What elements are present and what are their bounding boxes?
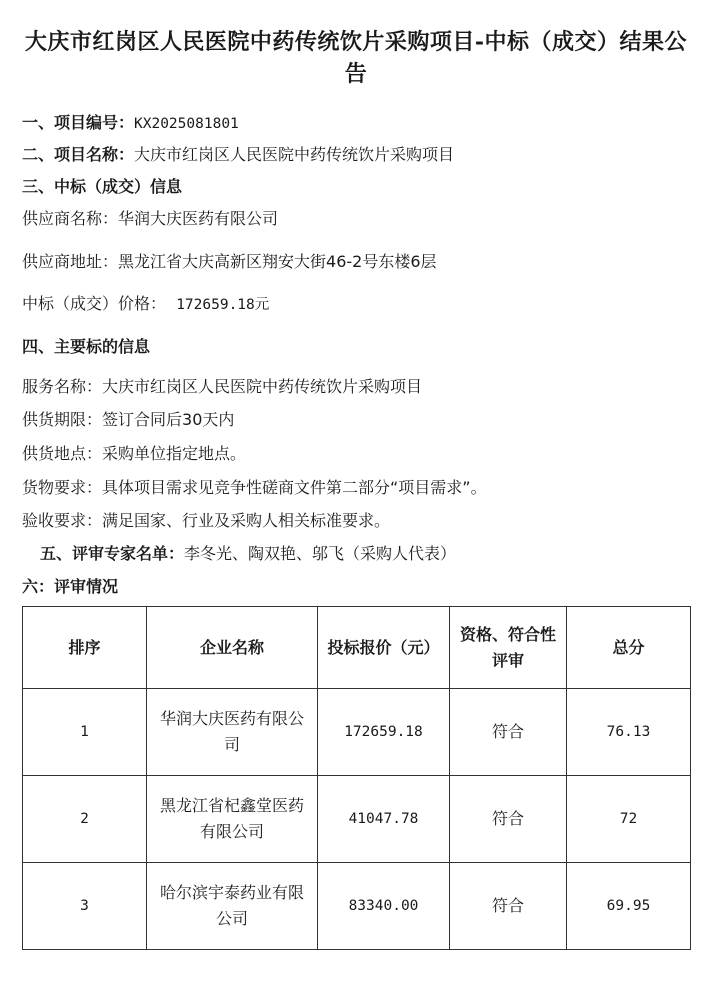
supply-location-label: 供货地点： <box>22 444 103 463</box>
supply-period-value: 签订合同后30天内 <box>102 410 235 429</box>
review-heading: 六：评审情况 <box>22 577 119 596</box>
score-cell: 72 <box>567 776 691 863</box>
qualification-cell: 符合 <box>450 776 567 863</box>
rank-cell: 3 <box>23 863 147 950</box>
main-subject-heading: 四、主要标的信息 <box>22 337 151 356</box>
review-table <box>22 606 691 950</box>
supplier-name-label: 供应商名称： <box>22 209 119 228</box>
header-score: 总分 <box>567 607 691 689</box>
rank-cell: 1 <box>23 689 147 776</box>
header-company: 企业名称 <box>147 607 318 689</box>
company-cell: 黑龙江省杞鑫堂医药有限公司 <box>147 776 318 863</box>
score-cell: 76.13 <box>567 689 691 776</box>
supplier-address-label: 供应商地址： <box>22 252 119 271</box>
service-name-row <box>22 376 422 398</box>
qualification-cell: 符合 <box>450 689 567 776</box>
company-cell: 华润大庆医药有限公司 <box>147 689 318 776</box>
award-price-label: 中标（成交）价格： <box>22 294 167 313</box>
goods-requirement-row <box>22 477 487 499</box>
project-number-value: KX2025081801 <box>134 116 239 132</box>
project-number-row <box>22 112 239 135</box>
project-name-row <box>22 144 454 166</box>
bid-cell: 41047.78 <box>318 776 450 863</box>
acceptance-requirement-value: 满足国家、行业及采购人相关标准要求。 <box>102 511 391 530</box>
bid-cell: 83340.00 <box>318 863 450 950</box>
project-name-label: 二、项目名称： <box>22 145 135 164</box>
rank-cell: 2 <box>23 776 147 863</box>
supplier-name-value: 华润大庆医药有限公司 <box>118 209 279 228</box>
supply-location-row <box>22 443 246 465</box>
acceptance-requirement-label: 验收要求： <box>22 511 103 530</box>
award-price-value: 172659.18元 <box>176 297 270 313</box>
award-info-heading: 三、中标（成交）信息 <box>22 177 183 196</box>
project-name-value: 大庆市红岗区人民医院中药传统饮片采购项目 <box>134 145 455 164</box>
experts-row <box>40 543 456 565</box>
supplier-name-row <box>22 208 278 230</box>
acceptance-requirement-row <box>22 510 390 532</box>
page-title: 大庆市红岗区人民医院中药传统饮片采购项目-中标（成交）结果公告 <box>24 29 688 87</box>
header-bid: 投标报价（元） <box>318 607 450 689</box>
service-name-label: 服务名称： <box>22 377 103 396</box>
supply-period-label: 供货期限： <box>22 410 103 429</box>
score-cell: 69.95 <box>567 863 691 950</box>
company-cell: 哈尔滨宇泰药业有限公司 <box>147 863 318 950</box>
supply-period-row <box>22 409 234 431</box>
table-row <box>23 689 691 776</box>
qualification-cell: 符合 <box>450 863 567 950</box>
supply-location-value: 采购单位指定地点。 <box>102 444 247 463</box>
table-header-row <box>23 607 691 689</box>
experts-value: 李冬光、陶双艳、邬飞（采购人代表） <box>184 544 457 563</box>
experts-label: 五、评审专家名单： <box>40 544 185 563</box>
goods-requirement-value: 具体项目需求见竞争性磋商文件第二部分“项目需求”。 <box>102 478 487 497</box>
bid-cell: 172659.18 <box>318 689 450 776</box>
supplier-address-row <box>22 251 437 273</box>
supplier-address-value: 黑龙江省大庆高新区翔安大街46-2号东楼6层 <box>118 252 437 271</box>
project-number-label: 一、项目编号： <box>22 113 135 132</box>
service-name-value: 大庆市红岗区人民医院中药传统饮片采购项目 <box>102 377 423 396</box>
header-rank: 排序 <box>23 607 147 689</box>
goods-requirement-label: 货物要求： <box>22 478 103 497</box>
table-row <box>23 776 691 863</box>
table-row <box>23 863 691 950</box>
header-qualification: 资格、符合性评审 <box>450 607 567 689</box>
award-price-row <box>22 293 269 316</box>
